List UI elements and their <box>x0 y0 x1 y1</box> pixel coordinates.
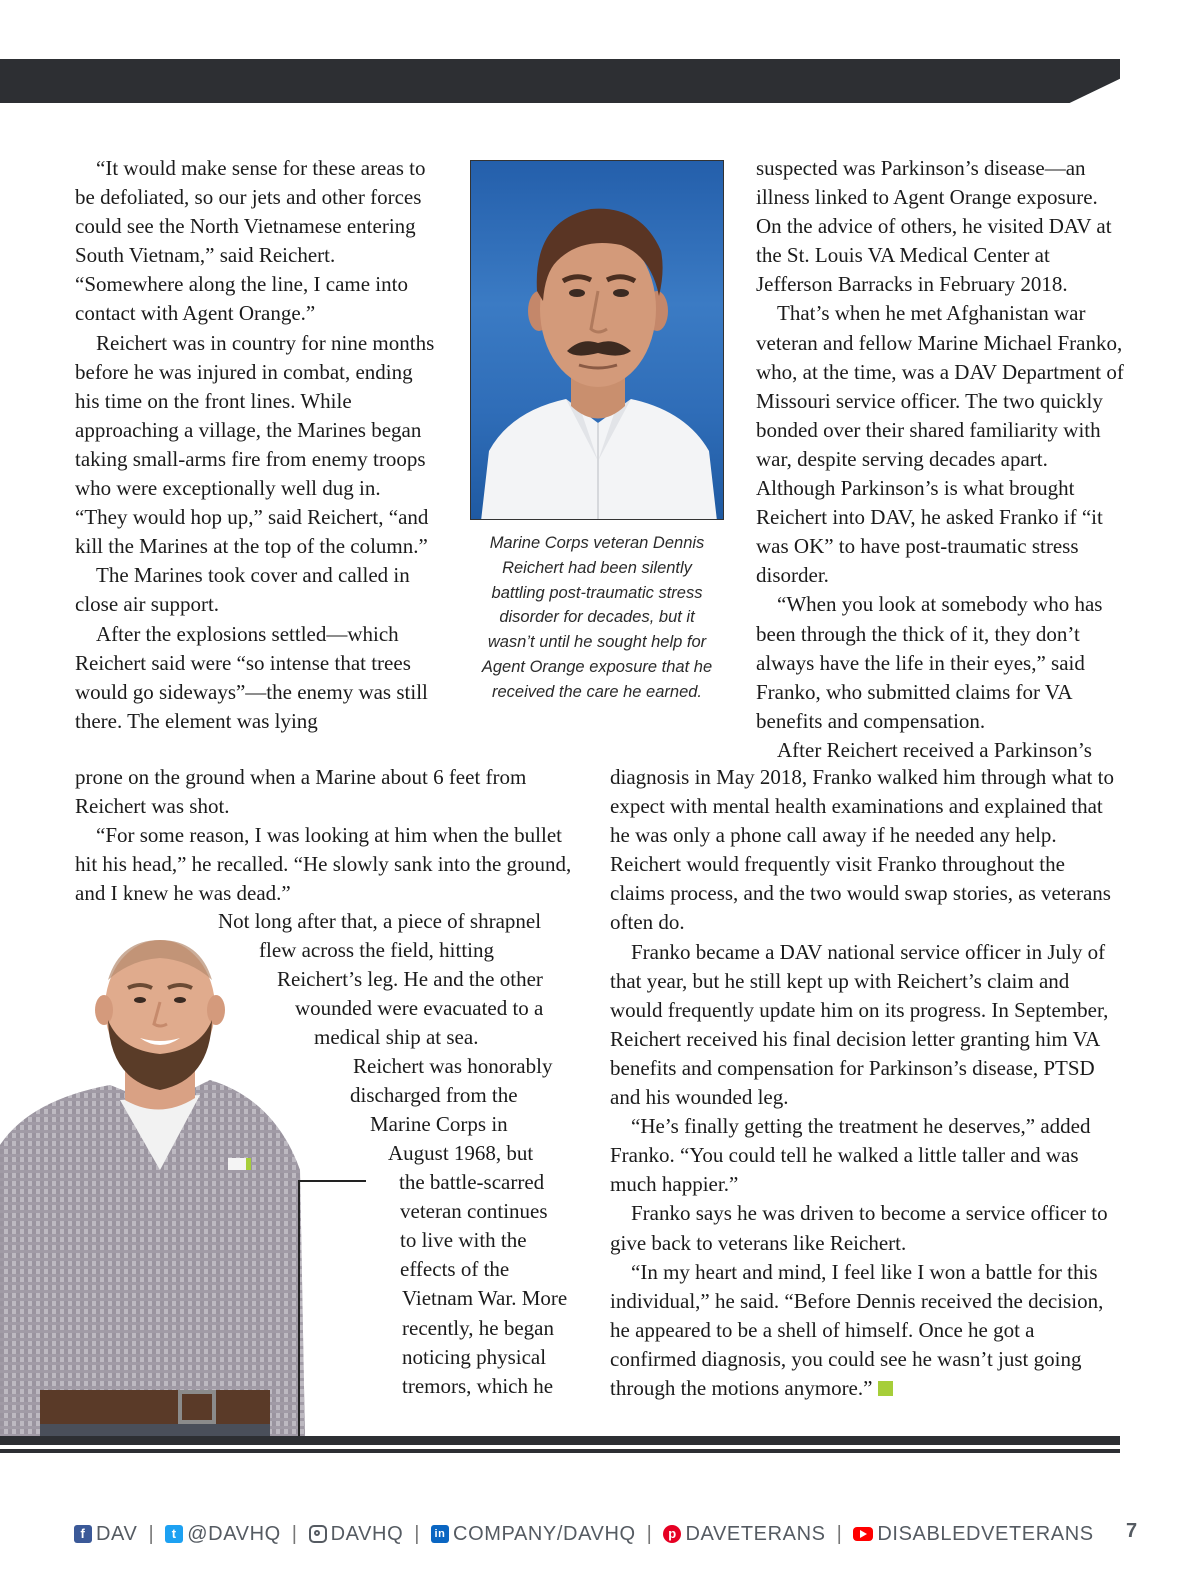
paragraph-text: “In my heart and mind, I feel like I won a battle for this individual,” he said. “Before Dennis received the decision, he appeared to be a shell of himself. Once he got a confirmed diagnosis, you could see he wasn’t just going through the motions anymore.” <box>610 1259 1104 1400</box>
footer-separator: | <box>148 1522 155 1545</box>
text-line: tremors, which he <box>402 1374 554 1398</box>
pinterest-label: DAVETERANS <box>685 1522 826 1545</box>
text-line: Marine Corps in <box>370 1112 508 1136</box>
paragraph: “It would make sense for these areas to be defoliated, so our jets and other forces could see the North Vietnamese entering South Vietnam,” said Reichert. “Somewhere along the line, I came into contact with Agent Orange.” <box>75 156 426 326</box>
facebook-icon: f <box>74 1525 92 1543</box>
footer-link-twitter[interactable] <box>165 1523 281 1546</box>
text-line: medical ship at sea. <box>314 1025 479 1049</box>
footer-social-bar <box>74 1518 1094 1550</box>
caption-line: battling post-traumatic stress <box>491 583 703 602</box>
instagram-icon <box>309 1525 327 1543</box>
footer-link-pinterest[interactable] <box>663 1523 825 1546</box>
text-line: flew across the field, hitting <box>259 938 495 962</box>
text-line: Reichert was honorably <box>353 1054 553 1078</box>
paragraph: Reichert was in country for nine months before he was injured in combat, ending his time on the front lines. While approaching a village, the Marines began taking small-arms fire from enemy troops who were exceptionally well dug in. “They would hop up,” said Reichert, “and kill the Marines at the top of the column.” <box>75 330 435 559</box>
page-number: 7 <box>1126 1520 1138 1542</box>
text-line: wounded were evacuated to a <box>295 996 544 1020</box>
bottom-rule <box>0 1436 1120 1445</box>
caption-line: wasn’t until he sought help for <box>487 633 707 652</box>
footer-link-youtube[interactable] <box>853 1523 1093 1546</box>
caption-line: disorder for decades, but it <box>499 608 695 627</box>
pinterest-icon: p <box>663 1525 681 1543</box>
photo-bracket-line <box>298 1180 366 1442</box>
paragraph: suspected was Parkinson’s disease—an illness linked to Agent Orange exposure. On the advice of others, he visited DAV at the St. Louis VA Medical Center at Jefferson Barracks in February 2018. <box>756 156 1112 297</box>
instagram-label: DAVHQ <box>330 1522 404 1545</box>
facebook-label: DAV <box>96 1522 138 1545</box>
portrait-photo-dennis-reichert <box>470 160 724 520</box>
caption-line: Agent Orange exposure that he <box>481 657 713 676</box>
text-line: recently, he began <box>402 1316 554 1340</box>
text-line: the battle-scarred <box>399 1170 545 1194</box>
article-column-1-lower <box>75 763 575 908</box>
cutout-photo-michael-franko <box>0 930 310 1440</box>
caption-line: received the care he earned. <box>491 682 703 701</box>
cutout-illustration <box>0 930 310 1440</box>
portrait-illustration <box>471 161 724 520</box>
footer-separator: | <box>646 1522 653 1545</box>
linkedin-icon: in <box>431 1525 449 1543</box>
paragraph: After Reichert received a Parkinson’s <box>777 737 1092 762</box>
bottom-rule-thin <box>0 1449 1120 1453</box>
text-line: discharged from the <box>350 1083 518 1107</box>
paragraph: “When you look at somebody who has been through the thick of it, they don’t always have the life in their eyes,” said Franko, who submitted claims for VA benefits and compensation. <box>756 592 1103 733</box>
caption-line: Marine Corps veteran Dennis <box>489 534 705 552</box>
footer-separator: | <box>836 1522 843 1545</box>
paragraph: prone on the ground when a Marine about 6 feet from Reichert was shot. <box>75 765 527 819</box>
paragraph: Franko says he was driven to become a service officer to give back to veterans like Reichert. <box>610 1201 1108 1255</box>
text-line: Reichert’s leg. He and the other <box>277 967 543 991</box>
text-line: veteran continues <box>400 1199 548 1223</box>
footer-separator: | <box>291 1522 298 1545</box>
header-band <box>0 59 1120 103</box>
text-line: Vietnam War. More <box>402 1286 568 1310</box>
text-line: noticing physical <box>402 1345 547 1369</box>
footer-link-facebook[interactable] <box>74 1523 137 1546</box>
footer-separator: | <box>414 1522 421 1545</box>
article-column-3 <box>756 154 1124 765</box>
twitter-icon: t <box>165 1525 183 1543</box>
article-column-2-lower <box>610 763 1120 1403</box>
paragraph: “He’s finally getting the treatment he deserves,” added Franko. “You could tell he walked a little taller and was much happier.” <box>610 1114 1091 1197</box>
article-column-1 <box>75 154 435 736</box>
caption-line: Reichert had been silently <box>502 558 692 577</box>
text-line: effects of the <box>400 1257 510 1281</box>
youtube-label: DISABLEDVETERANS <box>877 1522 1094 1545</box>
paragraph: After the explosions settled—which Reichert said were “so intense that trees would go sideways”—the enemy was still there. The element was lying <box>75 621 428 733</box>
text-line: August 1968, but <box>388 1141 534 1165</box>
paragraph: diagnosis in May 2018, Franko walked him through what to expect with mental health examinations and explained that he was only a phone call away if he needed any help. Reichert would frequently visit Franko throughout the claims process, and the two would swap stories, as veterans often do. <box>610 765 1114 935</box>
paragraph: That’s when he met Afghanistan war veteran and fellow Marine Michael Franko, who, at the time, was a DAV Department of Missouri service officer. The two quickly bonded over their shared familiarity with war, despite serving decades apart. Although Parkinson’s is what brought Reichert into DAV, he asked Franko if “it was OK” to have post-traumatic stress disorder. <box>756 301 1124 588</box>
footer-link-linkedin[interactable] <box>431 1523 636 1546</box>
linkedin-label: COMPANY/DAVHQ <box>453 1522 636 1545</box>
photo-caption <box>466 531 728 705</box>
paragraph <box>610 1258 1120 1403</box>
footer-link-instagram[interactable] <box>309 1523 404 1546</box>
end-of-story-mark <box>878 1381 893 1396</box>
paragraph: “For some reason, I was looking at him when the bullet hit his head,” he recalled. “He slowly sank into the ground, and I knew he was dead.” <box>75 823 572 906</box>
text-line: Not long after that, a piece of shrapnel <box>218 909 542 933</box>
youtube-icon <box>853 1527 873 1541</box>
twitter-label: @DAVHQ <box>187 1522 281 1545</box>
paragraph: Franko became a DAV national service officer in July of that year, but he still kept up with Reichert’s claim and would frequently update him on its progress. In September, Reichert received his final decision letter granting him VA benefits and compensation for Parkinson’s disease, PTSD and his wounded leg. <box>610 939 1109 1110</box>
paragraph: The Marines took cover and called in close air support. <box>75 563 410 617</box>
text-line: to live with the <box>400 1228 527 1252</box>
